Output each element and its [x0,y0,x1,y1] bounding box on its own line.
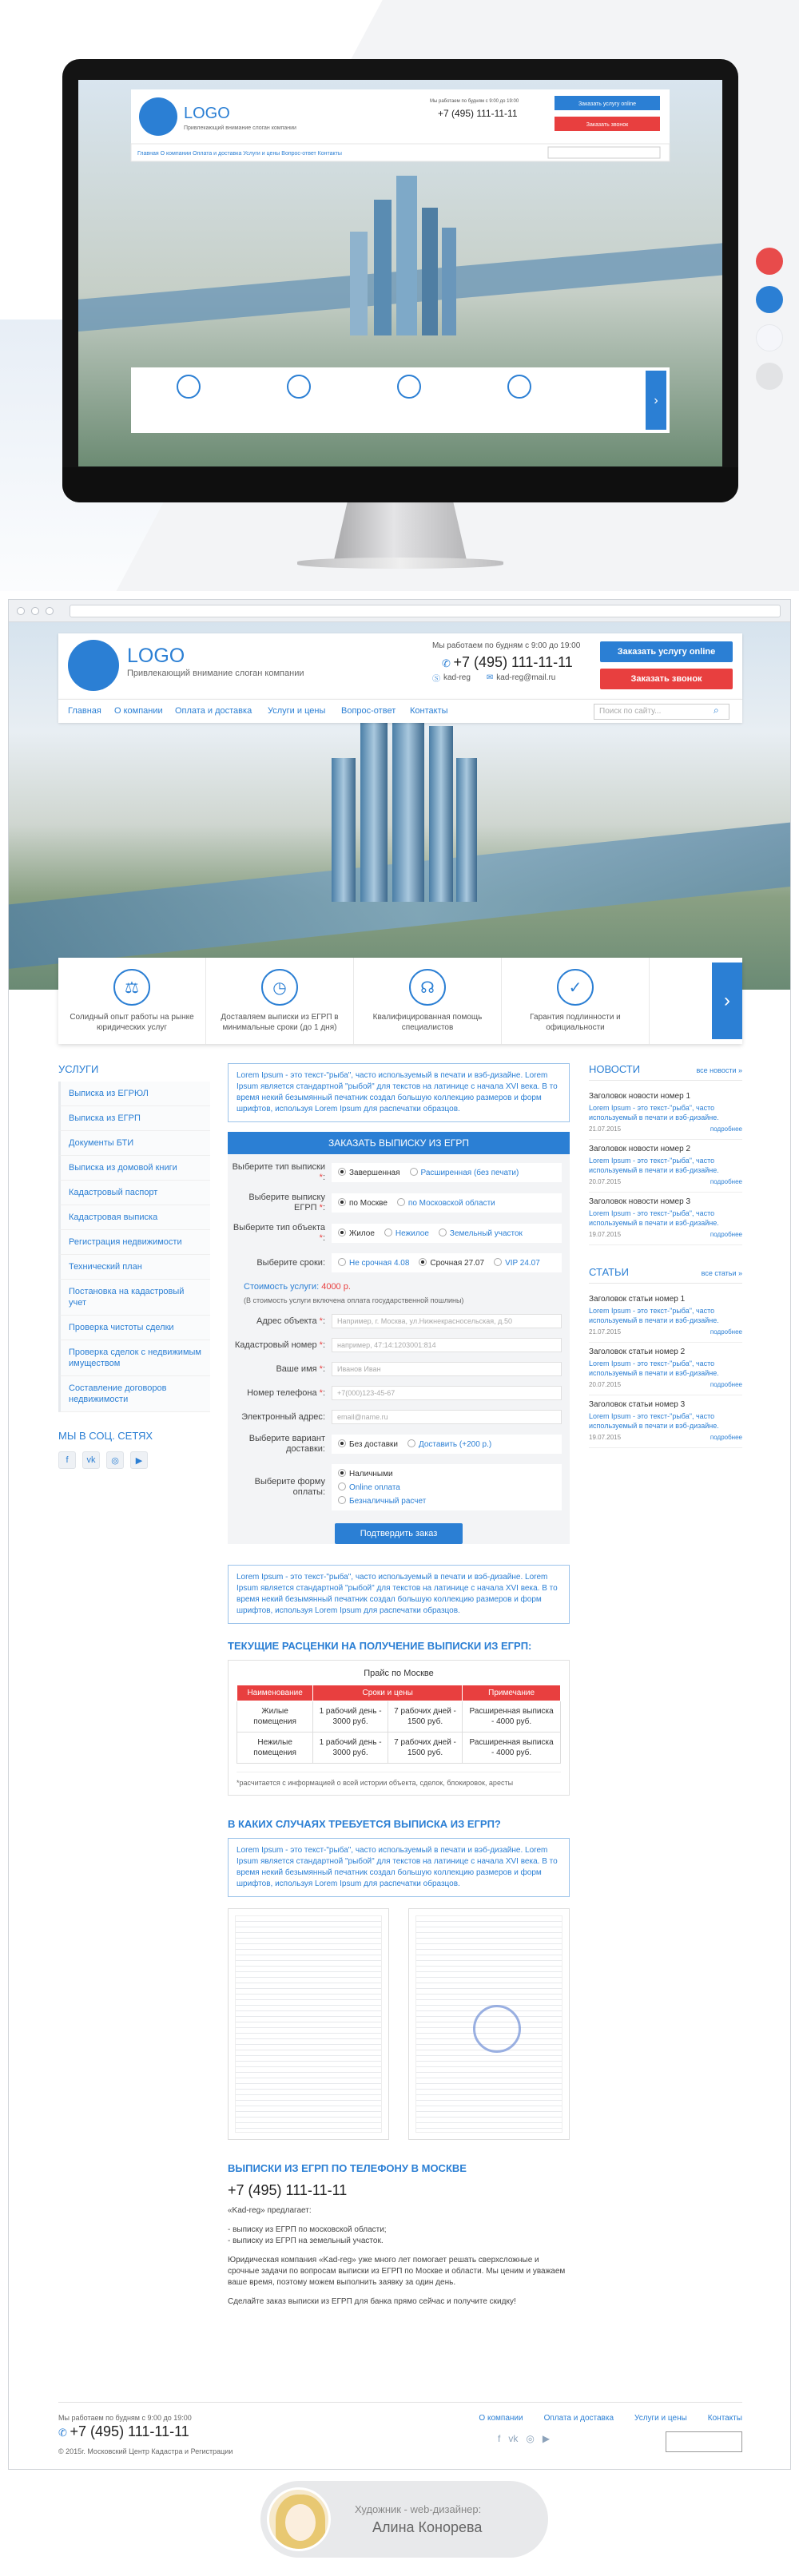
color-swatch-red [756,248,783,275]
sidebar-item[interactable]: Технический план [58,1255,210,1280]
avatar [267,2487,331,2551]
color-swatch-grey [756,363,783,390]
object-type-radio[interactable]: Жилое Нежилое Земельный участок [332,1224,562,1243]
svg-text:Заказать звонок: Заказать звонок [586,122,629,128]
phone-icon: ✆ [442,657,454,669]
prices-title: ТЕКУЩИЕ РАСЦЕНКИ НА ПОЛУЧЕНИЕ ВЫПИСКИ ИЗ ЕГРП: [228,1640,532,1652]
vk-icon[interactable]: vk [508,2433,519,2444]
list-item: Заголовок новости номер 1 Lorem Ipsum - это текст-"рыба", часто используемый в печати и вэб-дизайне. 21.07.2015 подробнее [589,1087,742,1140]
search-icon[interactable]: ⌕ [714,705,719,716]
check-icon: ✓ [557,969,594,1006]
header-contacts [432,672,555,684]
browser-window [8,599,791,2470]
section-phone[interactable]: +7 (495) 111-11-11 [228,2182,348,2198]
monitor-site-preview [78,80,722,466]
list-item: Заголовок новости номер 3 Lorem Ipsum - это текст-"рыба", часто используемый в печати и вэб-дизайне. 19.07.2015 подробнее [589,1193,742,1245]
nav-item-contacts[interactable]: Контакты [410,706,448,716]
section-paragraph: Сделайте заказ выписки из ЕГРП для банка прямо сейчас и получите скидку! [228,2297,516,2306]
header-phone [442,654,573,671]
field-label: Выберите выписку ЕГРП *: [248,1193,325,1213]
footer-link[interactable]: Контакты [707,2414,742,2423]
phone-number[interactable]: +7 (495) 111-11-11 [453,654,573,670]
offer-item: - выписку из ЕГРП по московской области; [228,2225,387,2234]
svg-text:Заказать услугу online: Заказать услугу online [578,101,637,107]
field-label: Выберите тип выписки *: [232,1162,325,1182]
footer-phone[interactable]: ✆ +7 (495) 111-11-11 [58,2423,189,2439]
intro-text-2: Lorem Ipsum - это текст-"рыба", часто используемый в печати и вэб-дизайне. Lorem Ipsum является стандартной "рыбой" для текстов на латинице с начала XVI века. В то время некий безымянный печатник создал большую коллекцию размеров и форм шрифтов, используя Lorem Ipsum для распечатки образцов. [228,1565,570,1624]
list-item: Заголовок новости номер 2 Lorem Ipsum - это текст-"рыба", часто используемый в печати и вэб-дизайне. 20.07.2015 подробнее [589,1140,742,1193]
features-next-arrow-icon[interactable]: › [712,963,742,1039]
news-title: НОВОСТИ [589,1063,641,1075]
request-call-button[interactable]: Заказать звонок [600,669,733,689]
field-label: Выберите форму оплаты: [254,1477,325,1497]
search-input[interactable]: Поиск по сайту... [594,704,729,720]
field-label: Выберите сроки: [256,1257,325,1268]
logo-text[interactable]: LOGO [127,645,185,667]
sidebar-item[interactable]: Кадастровая выписка [58,1205,210,1230]
sidebar-item[interactable]: Кадастровый паспорт [58,1181,210,1205]
phone-section-title: ВЫПИСКИ ИЗ ЕГРП ПО ТЕЛЕФОНУ В МОСКВЕ [228,2162,467,2174]
main-content [228,1063,570,2308]
svg-text:›: › [654,394,658,407]
offer-item: - выписку из ЕГРП на земельный участок. [228,2237,384,2245]
field-label: Адрес объекта *: [256,1316,325,1326]
sidebar-item[interactable]: Выписка из домовой книги [58,1156,210,1181]
slogan: Привлекающий внимание слоган компании [127,669,304,678]
document-sample-image[interactable] [228,1908,389,2140]
logo-mark[interactable] [68,640,119,691]
author-credit [260,2481,548,2558]
cost-note: (В стоимость услуги включена оплата государственной пошлины) [244,1296,464,1304]
main-nav [58,699,742,723]
color-swatch-white [756,324,783,351]
intro-text: Lorem Ipsum - это текст-"рыба", часто используемый в печати и вэб-дизайне. Lorem Ipsum является стандартной "рыбой" для текстов на латинице с начала XVI века. В то время некий безымянный печатник создал большую коллекцию размеров и форм шрифтов, используя Lorem Ipsum для распечатки образцов. [228,1063,570,1122]
feature-text: Доставляем выписки из ЕГРП в минимальные сроки (до 1 дня) [221,1013,339,1032]
skype-icon: Ⓢ [432,675,440,684]
phone-input[interactable]: +7(000)123-45-67 [332,1386,562,1400]
sidebar-item[interactable]: Выписка из ЕГРП [58,1106,210,1131]
extract-type-radio[interactable]: Завершенная Расширенная (без печати) [332,1163,562,1182]
order-online-button[interactable]: Заказать услугу online [600,641,733,662]
sidebar-item[interactable]: Документы БТИ [58,1131,210,1156]
window-dot[interactable] [46,607,54,615]
email-contact[interactable]: ✉ kad-reg@mail.ru [486,673,556,682]
services-sidebar [58,1063,210,1469]
author-name: Алина Конорева [372,2519,483,2535]
service-cost: Стоимость услуги: 4000 р. [244,1282,351,1292]
order-form [228,1132,570,1544]
price-subtitle: Прайс по Москве [364,1669,434,1678]
svg-text:+7 (495) 111-11-11: +7 (495) 111-11-11 [438,108,518,119]
nav-item-payment[interactable]: Оплата и доставка [175,706,252,716]
all-news-link[interactable]: все новости » [696,1066,742,1074]
feature-item [58,958,206,1044]
vk-icon[interactable]: vk [82,1451,100,1469]
sidebar-item[interactable]: Составление договоров недвижимости [58,1376,210,1412]
table-header: Наименование [237,1685,313,1701]
price-table-box [228,1660,570,1796]
feature-item [354,958,502,1044]
cadastre-input[interactable]: например, 47:14:1203001:814 [332,1338,562,1352]
nav-item-home[interactable]: Главная [68,706,101,716]
table-header: Сроки и цены [313,1685,463,1701]
list-item: Заголовок статьи номер 1 Lorem Ipsum - это текст-"рыба", часто используемый в печати и вэб-дизайне. 21.07.2015 подробнее [589,1290,742,1343]
table-header: Примечание [463,1685,561,1701]
footer-link[interactable]: О компании [479,2414,523,2423]
list-item: Заголовок статьи номер 3 Lorem Ipsum - это текст-"рыба", часто используемый в печати и вэб-дизайне. 19.07.2015 подробнее [589,1395,742,1448]
window-dot[interactable] [17,607,25,615]
field-label: Ваше имя *: [276,1363,325,1374]
svg-text:Главная О компании О: Главная О компании Оплата и доставка Услуги и цены Вопрос-ответ Контакты [137,151,342,157]
clock-icon: ◷ [261,969,298,1006]
window-dot[interactable] [31,607,39,615]
copyright: © 2015г. Московский Центр Кадастра и Регистрации [58,2447,233,2455]
offers-intro: «Kad-reg» предлагает: [228,2206,312,2215]
site-footer [58,2402,742,2474]
cases-text: Lorem Ipsum - это текст-"рыба", часто используемый в печати и вэб-дизайне. Lorem Ipsum является стандартной "рыбой" для текстов на латинице с начала XVI века. В то время некий безымянный печатник создал большую коллекцию размеров и форм шрифтов, используя Lorem Ipsum для распечатки образцов. [228,1838,570,1897]
social-title: МЫ В СОЦ. СЕТЯХ [58,1430,153,1442]
svg-text:Мы работаем по будням с 9:00 д: Мы работаем по будням с 9:00 до 19:00 [430,99,519,104]
feature-text: Гарантия подлинности и официальности [530,1013,621,1032]
address-input[interactable]: Например, г. Москва, ул.Нижнекрасносельская, д.50 [332,1314,562,1328]
nav-item-services[interactable]: Услуги и цены [268,706,326,716]
price-footnote: *расчитается с информацией о всей истории объекта, сделок, блокировок, аресты [237,1772,561,1787]
instagram-icon[interactable]: ◎ [106,1451,124,1469]
form-title: ЗАКАЗАТЬ ВЫПИСКУ ИЗ ЕГРП [228,1132,570,1154]
sidebar-item[interactable]: Выписка из ЕГРЮЛ [58,1082,210,1106]
monitor [62,59,738,502]
nav-item-about[interactable]: О компании [114,706,163,716]
submit-order-button[interactable]: Подтвердить заказ [335,1523,463,1544]
delivery-radio[interactable]: Без доставки Доставить (+200 р.) [332,1435,562,1454]
svg-text:Привлекающий внимание слоган к: Привлекающий внимание слоган компании [184,125,296,131]
skype-contact[interactable]: Ⓢ kad-reg [432,673,471,684]
instagram-icon[interactable]: ◎ [526,2433,535,2444]
feature-item [206,958,354,1044]
work-hours: Мы работаем по будням с 9:00 до 19:00 [432,641,581,650]
feature-item [502,958,650,1044]
site-header [58,633,742,699]
footer-link[interactable]: Услуги и цены [634,2414,687,2423]
sidebar-item[interactable]: Постановка на кадастровый учет [58,1280,210,1316]
headset-icon: ☊ [409,969,446,1006]
footer-hours: Мы работаем по будням с 9:00 до 19:00 [58,2414,192,2422]
footer-link[interactable]: Оплата и доставка [543,2414,614,2423]
field-label: Кадастровый номер *: [234,1340,325,1350]
svg-text:LOGO: LOGO [184,105,230,122]
region-radio[interactable]: по Москве по Московской области [332,1193,562,1213]
facebook-icon[interactable]: f [58,1451,76,1469]
address-bar[interactable] [70,605,781,617]
sidebar-item[interactable]: Проверка чистоты сделки [58,1316,210,1340]
social-links [58,1451,210,1469]
term-radio[interactable]: Не срочная 4.08 Срочная 27.07 VIP 24.07 [332,1253,562,1272]
list-item: Заголовок статьи номер 2 Lorem Ipsum - это текст-"рыба", часто используемый в печати и вэб-дизайне. 20.07.2015 подробнее [589,1343,742,1395]
feature-text: Солидный опыт работы на рынке юридических услуг [70,1013,194,1032]
table-row: Жилые помещения 1 рабочий день - 3000 руб. 7 рабочих дней - 1500 руб. Расширенная выписка - 4000 руб. [237,1701,561,1733]
sidebar-item[interactable]: Проверка сделок с недвижимым имуществом [58,1340,210,1376]
cases-title: В КАКИХ СЛУЧАЯХ ТРЕБУЕТСЯ ВЫПИСКА ИЗ ЕГРП? [228,1818,501,1830]
nav-item-faq[interactable]: Вопрос-ответ [341,706,396,716]
field-label: Выберите тип объекта *: [233,1223,325,1243]
mockup-backdrop [0,0,799,591]
browser-toolbar [9,600,790,622]
field-label: Электронный адрес: [241,1411,325,1422]
footer-social [498,2433,550,2444]
all-articles-link[interactable]: все статьи » [701,1269,742,1277]
table-row: Нежилые помещения 1 рабочий день - 3000 руб. 7 рабочих дней - 1500 руб. Расширенная выписка - 4000 руб. [237,1733,561,1764]
facebook-icon[interactable]: f [498,2433,501,2444]
youtube-icon[interactable]: ▶ [542,2433,551,2444]
field-label: Номер телефона *: [247,1387,325,1398]
features-strip [58,958,742,1044]
articles-title: СТАТЬИ [589,1266,629,1278]
name-input[interactable]: Иванов Иван [332,1362,562,1376]
sidebar-title: УСЛУГИ [58,1063,99,1075]
monitor-screen [78,80,722,466]
sidebar-item[interactable]: Регистрация недвижимости [58,1230,210,1255]
right-sidebar [589,1063,742,1448]
document-sample-image[interactable] [408,1908,570,2140]
gavel-icon: ⚖ [113,969,150,1006]
email-input[interactable]: email@name.ru [332,1410,562,1424]
author-role: Художник - web-дизайнер: [355,2503,482,2515]
color-swatch-blue [756,286,783,313]
field-label: Выберите вариант доставки: [248,1434,325,1454]
feature-text: Квалифицированная помощь специалистов [372,1013,483,1032]
payment-radio[interactable]: Наличными Online оплата Безналичный расчет [332,1464,562,1510]
footer-menu [479,2414,742,2423]
phone-icon: ✆ [58,2427,70,2439]
section-paragraph: Юридическая компания «Kad-reg» уже много лет помогает решать сверхсложные и срочные задачи по вопросам выписки из ЕГРП по Москве и области. Мы ценим и уважаем ваше время, поэтому можем выполнить заявку за один день. [228,2256,566,2287]
mail-icon: ✉ [486,673,494,682]
developer-badge[interactable] [666,2431,742,2452]
price-table [237,1685,561,1764]
youtube-icon[interactable]: ▶ [130,1451,148,1469]
document-samples [228,1908,570,2140]
